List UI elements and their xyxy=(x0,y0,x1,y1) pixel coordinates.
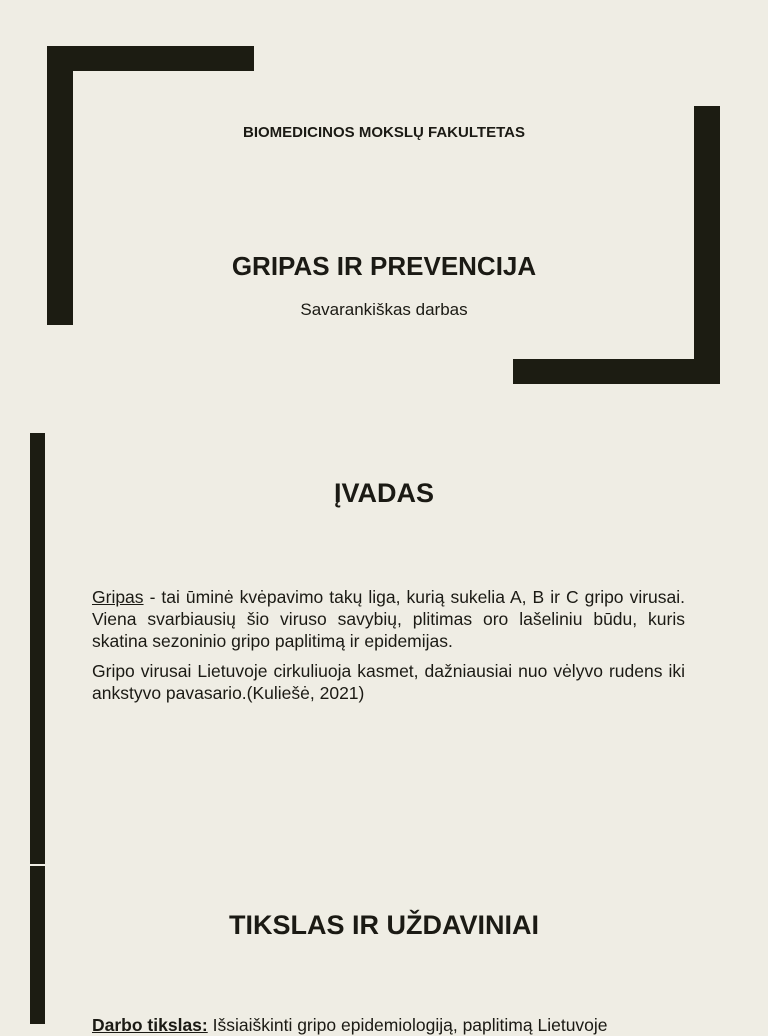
faculty-name: BIOMEDICINOS MOKSLŲ FAKULTETAS xyxy=(243,124,525,141)
intro-paragraph-2: Gripo virusai Lietuvoje cirkuliuoja kasmet, dažniausiai nuo vėlyvo rudens iki ankstyvo pavasario.(Kuliešė, 2021) xyxy=(92,661,685,703)
intro-paragraph-1 xyxy=(92,586,685,652)
presentation-title: GRIPAS IR PREVENCIJA xyxy=(231,251,537,281)
intro-paragraph-1-text: - tai ūminė kvėpavimo takų liga, kurią sukelia A, B ir C gripo virusai. Viena svarbiausių šio viruso savybių, plitimas oro lašeliniu būdu, kuris skatina sezoninio gripo paplitimą ir epidemijas. xyxy=(92,587,685,651)
intro-text xyxy=(92,586,685,712)
term-gripas: Gripas xyxy=(92,587,144,607)
goal-description: Išsiaiškinti gripo epidemiologiją, paplitimą Lietuvoje xyxy=(207,1015,608,1035)
slide3-left-accent-bar xyxy=(30,866,45,1024)
frame-top-left-vertical xyxy=(47,46,73,325)
goal-label: Darbo tikslas: xyxy=(92,1015,208,1035)
frame-bottom-right-horizontal xyxy=(513,359,720,384)
presentation-subtitle: Savarankiškas darbas xyxy=(300,300,468,319)
frame-bottom-right-vertical xyxy=(694,106,720,384)
goals-heading: TIKSLAS IR UŽDAVINIAI xyxy=(229,910,539,940)
intro-heading: ĮVADAS xyxy=(333,478,434,508)
frame-top-left-horizontal xyxy=(47,46,254,71)
goal-text xyxy=(92,1014,685,1036)
